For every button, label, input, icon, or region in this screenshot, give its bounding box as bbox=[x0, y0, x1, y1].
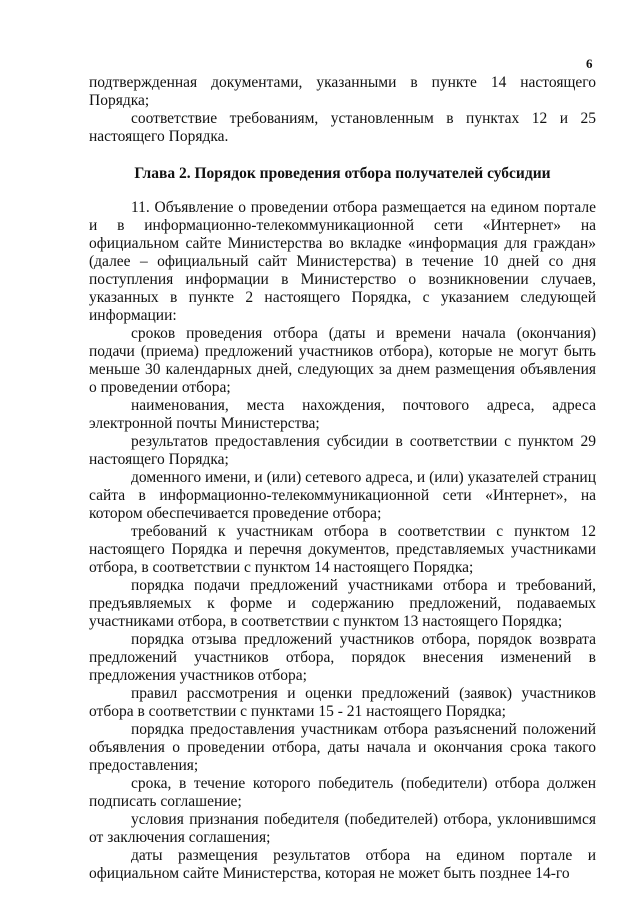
list-item: наименования, места нахождения, почтового адреса, адреса электронной почты Министерства; bbox=[89, 397, 596, 432]
list-item: правил рассмотрения и оценки предложений (заявок) участников отбора в соответствии с пунктами 15 - 21 настоящего Порядка; bbox=[89, 685, 596, 720]
paragraph-11: 11. Объявление о проведении отбора размещается на едином портале и в информационно-телекоммуникационной сети «Интернет» на официальном сайте Министерства во вкладке «информация для граждан» (далее – официальный сайт Министерства) в течение 10 дней со дня поступления информации в Министерство о возникновении случаев, указанных в пункте 2 настоящего Порядка, с указанием следующей информации: bbox=[89, 199, 596, 324]
list-item: доменного имени, и (или) сетевого адреса, и (или) указателей страниц сайта в информационно-телекоммуникационной сети «Интернет», на котором обеспечивается проведение отбора; bbox=[89, 469, 596, 522]
intro-paragraph: соответствие требованиям, установленным в пунктах 12 и 25 настоящего Порядка. bbox=[89, 110, 596, 145]
list-item: порядка подачи предложений участниками отбора и требований, предъявляемых к форме и содержанию предложений, подаваемых участниками отбора, в соответствии с пунктом 13 настоящего Порядка; bbox=[89, 577, 596, 630]
list-item: условия признания победителя (победителей) отбора, уклонившимся от заключения соглашения; bbox=[89, 811, 596, 846]
chapter-title: Глава 2. Порядок проведения отбора получателей субсидии bbox=[134, 165, 551, 182]
document-body bbox=[89, 74, 596, 883]
list-item: порядка предоставления участникам отбора разъяснений положений объявления о проведении отбора, даты начала и окончания срока такого предоставления; bbox=[89, 721, 596, 774]
list-item: сроков проведения отбора (даты и времени начала (окончания) подачи (приема) предложений участников отбора), которые не могут быть меньше 30 календарных дней, следующих за днем размещения объявления о проведении отбора; bbox=[89, 325, 596, 396]
intro-paragraph: подтвержденная документами, указанными в пункте 14 настоящего Порядка; bbox=[89, 74, 596, 109]
list-item: требований к участникам отбора в соответствии с пунктом 12 настоящего Порядка и перечня документов, представляемых участниками отбора, в соответствии с пунктом 14 настоящего Порядка; bbox=[89, 523, 596, 576]
list-item: срока, в течение которого победитель (победители) отбора должен подписать соглашение; bbox=[89, 775, 596, 810]
page-number: 6 bbox=[586, 56, 593, 71]
list-item: даты размещения результатов отбора на едином портале и официальном сайте Министерства, которая не может быть позднее 14-го bbox=[89, 847, 596, 882]
list-item: порядка отзыва предложений участников отбора, порядок возврата предложений участников отбора, порядок внесения изменений в предложения участников отбора; bbox=[89, 631, 596, 684]
list-item: результатов предоставления субсидии в соответствии с пунктом 29 настоящего Порядка; bbox=[89, 433, 596, 468]
